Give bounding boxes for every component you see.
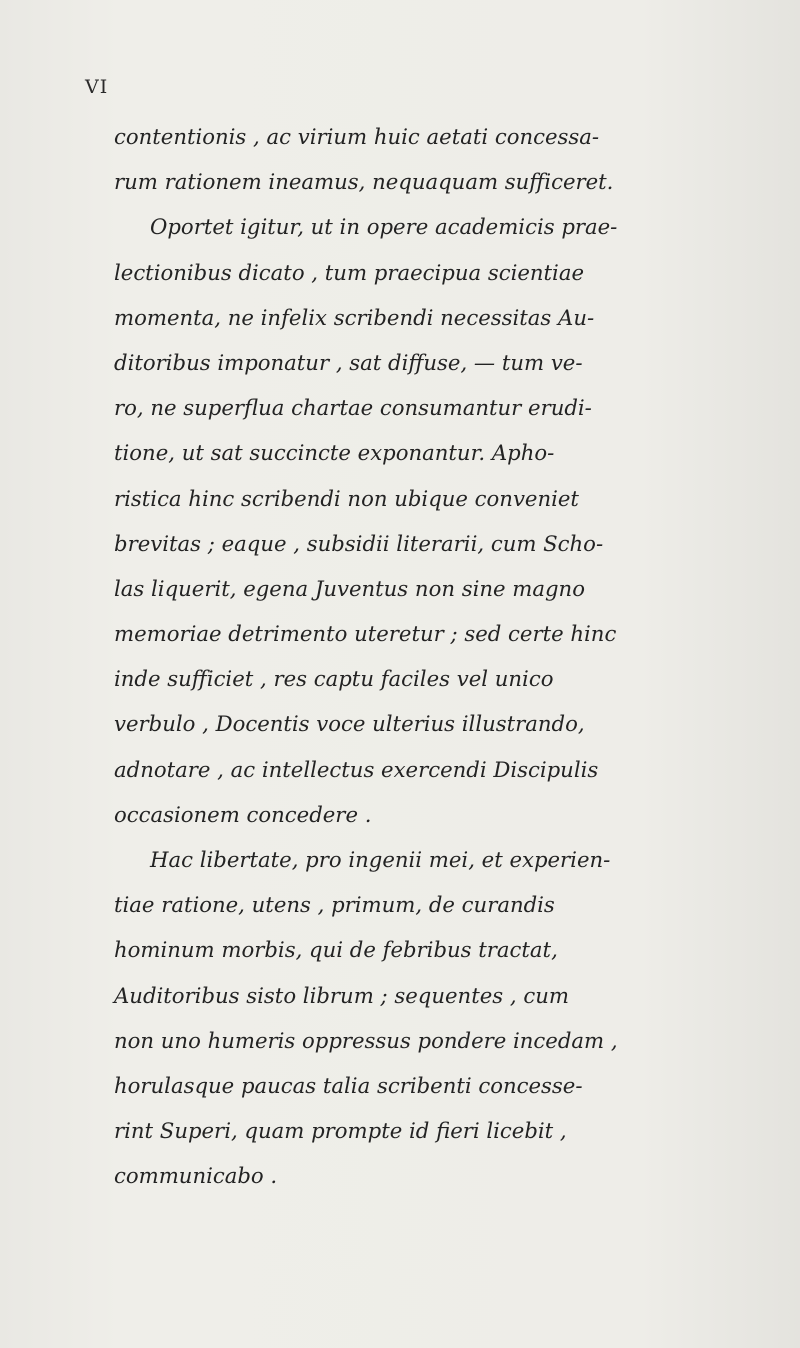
text-line: contentionis , ac virium huic aetati concessa- xyxy=(114,124,600,149)
text-line: Auditoribus sisto librum ; sequentes , cum xyxy=(114,982,569,1008)
text-line: las liquerit, egena Juventus non sine magno xyxy=(114,575,585,601)
text-line: communicabo . xyxy=(114,1163,278,1189)
body-text xyxy=(114,114,774,1199)
text-line: occasionem concedere . xyxy=(114,801,372,827)
text-line: tiae ratione, utens , primum, de curandis xyxy=(114,892,555,918)
text-line: ditoribus imponatur , sat diffuse, — tum ve- xyxy=(114,349,583,375)
text-line: ro, ne superflua chartae consumantur erudi- xyxy=(114,395,592,421)
text-line: rum rationem ineamus, nequaquam sufficeret. xyxy=(114,169,614,195)
text-line: lectionibus dicato , tum praecipua scientiae xyxy=(114,259,585,285)
text-line: brevitas ; eaque , subsidii literarii, cum Scho- xyxy=(114,530,604,556)
page-number: VI xyxy=(85,76,109,98)
text-line: Hac libertate, pro ingenii mei, et experien- xyxy=(150,847,611,872)
text-line: adnotare , ac intellectus exercendi Discipulis xyxy=(114,756,599,782)
text-line: non uno humeris oppressus pondere incedam , xyxy=(114,1027,618,1053)
text-line: horulasque paucas talia scribenti concesse- xyxy=(114,1072,583,1098)
text-line: hominum morbis, qui de febribus tractat, xyxy=(114,937,558,963)
text-line: inde sufficiet , res captu faciles vel unico xyxy=(114,666,554,692)
text-line: momenta, ne infelix scribendi necessitas Au- xyxy=(114,304,595,330)
text-line: tione, ut sat succincte exponantur. Apho- xyxy=(114,440,555,466)
text-line: ristica hinc scribendi non ubique conveniet xyxy=(114,485,579,511)
text-line: Oportet igitur, ut in opere academicis prae- xyxy=(150,214,618,240)
text-line: rint Superi, quam prompte id fieri licebit , xyxy=(114,1118,567,1144)
text-line: verbulo , Docentis voce ulterius illustrando, xyxy=(114,711,585,737)
text-line: memoriae detrimento uteretur ; sed certe hinc xyxy=(114,621,617,647)
